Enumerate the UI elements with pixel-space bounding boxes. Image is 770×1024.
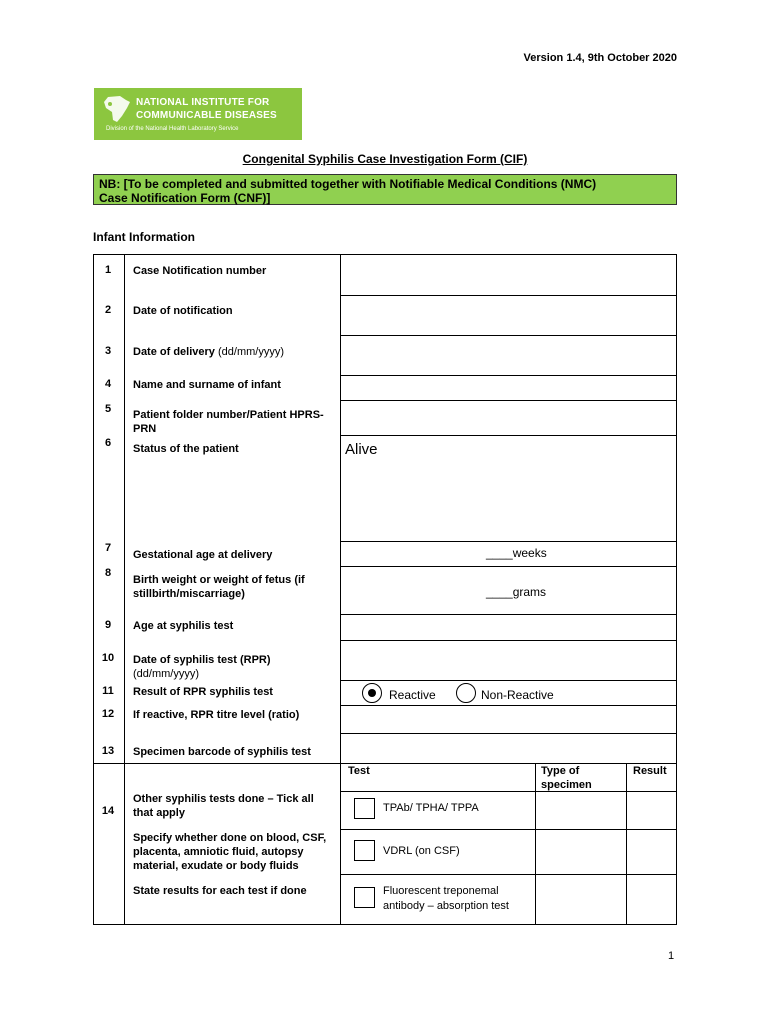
date-of-notification-label: Date of notification [133,305,233,317]
age-at-syphilis-test-field[interactable] [341,615,676,640]
logo-line-1: NATIONAL INSTITUTE FOR [136,97,270,108]
syphilis-test-date-field[interactable] [341,641,676,680]
version-label: Version 1.4, 9th October 2020 [523,52,677,64]
nb-line-2: Case Notification Form (CNF)] [99,191,271,205]
vdrl-result-field[interactable] [627,830,676,874]
table-border-bottom [93,924,677,925]
row-number: 4 [104,378,112,390]
specimen-barcode-label: Specimen barcode of syphilis test [133,746,311,758]
date-format-hint: (dd/mm/yyyy) [217,346,284,358]
logo-line-3: Division of the National Health Laboratory Service [106,126,239,132]
row-number: 7 [104,542,112,554]
age-at-syphilis-test-label: Age at syphilis test [133,620,234,632]
africa-map-icon [100,94,134,124]
other-tests-label [133,792,314,820]
gestational-age-field[interactable]: ____weeks [486,546,547,560]
page-number: 1 [668,950,675,962]
row-number: 10 [101,652,115,664]
column-header-type-line-2: specimen [541,779,592,791]
other-tests-label-line-2: that apply [133,807,185,819]
fta-abs-test-label [383,884,509,914]
nicd-logo [94,88,302,140]
patient-status-label: Status of the patient [133,443,239,455]
table-col-divider-1 [124,254,125,925]
row-number: 11 [102,685,114,697]
column-header-test: Test [348,765,370,777]
row-number: 8 [104,567,112,579]
patient-folder-number-label [133,408,324,436]
fta-abs-checkbox[interactable] [354,887,375,908]
row-number: 13 [101,745,115,757]
row-number: 14 [101,805,115,817]
birth-weight-label-line-1: Birth weight or weight of fetus (if [133,574,305,586]
row-divider [340,541,677,542]
patient-folder-number-field[interactable] [341,401,676,435]
specimen-type-instructions [133,831,326,873]
reactive-option-label: Reactive [389,688,436,702]
fta-abs-test-label-line-2: antibody – absorption test [383,900,509,912]
row-divider [340,566,677,567]
rpr-result-label: Result of RPR syphilis test [133,686,273,698]
row-number: 1 [104,264,112,276]
rpr-titre-label: If reactive, RPR titre level (ratio) [133,709,300,721]
row-number: 5 [104,403,112,415]
column-header-type-line-1: Type of [541,765,580,777]
syphilis-test-date-label-text: Date of syphilis test (RPR) [133,654,271,666]
row-number: 12 [101,708,115,720]
non-reactive-radio[interactable] [456,683,476,703]
tpab-checkbox[interactable] [354,798,375,819]
results-instructions: State results for each test if done [133,885,307,897]
row-number: 9 [104,619,112,631]
fta-abs-specimen-field[interactable] [536,875,626,924]
date-of-delivery-field[interactable] [341,336,676,375]
date-of-notification-field[interactable] [341,296,676,335]
nb-line-1: NB: [To be completed and submitted together with Notifiable Medical Conditions (NMC) [99,177,597,191]
tpab-test-label: TPAb/ TPHA/ TPPA [383,802,479,814]
tpab-result-field[interactable] [627,792,676,829]
specimen-barcode-field[interactable] [341,734,676,763]
vdrl-test-label: VDRL (on CSF) [383,845,460,857]
tpab-specimen-field[interactable] [536,792,626,829]
column-header-result: Result [633,765,667,777]
fta-abs-test-label-line-1: Fluorescent treponemal [383,885,499,897]
patient-folder-number-label-line-1: Patient folder number/Patient HPRS- [133,409,324,421]
row-number: 2 [104,304,112,316]
nb-banner [93,174,677,205]
patient-folder-number-label-line-2: PRN [133,423,157,435]
infant-name-label: Name and surname of infant [133,379,281,391]
row-number: 6 [104,437,112,449]
fta-abs-result-field[interactable] [627,875,676,924]
case-notification-number-field[interactable] [341,255,676,295]
infant-name-field[interactable] [341,376,676,400]
date-format-hint: (dd/mm/yyyy) [133,668,199,680]
specimen-type-instructions-line-1: Specify whether done on blood, CSF, [133,832,327,844]
patient-status-field[interactable]: Alive [345,441,378,458]
non-reactive-option-label: Non-Reactive [481,688,554,702]
row-number: 3 [104,345,112,357]
vdrl-specimen-field[interactable] [536,830,626,874]
logo-line-2: COMMUNICABLE DISEASES [136,110,277,121]
birth-weight-field[interactable]: ____grams [486,585,547,599]
vdrl-checkbox[interactable] [354,840,375,861]
birth-weight-label-line-2: stillbirth/miscarriage) [133,588,245,600]
gestational-age-label: Gestational age at delivery [133,549,273,561]
specimen-type-instructions-line-2: placenta, amniotic fluid, autopsy [133,846,304,858]
specimen-type-instructions-line-3: material, exudate or body fluids [133,860,299,872]
case-notification-number-label: Case Notification number [133,265,267,277]
reactive-radio[interactable] [362,683,382,703]
date-of-delivery-label-text: Date of delivery [133,346,215,358]
row-divider [340,435,677,436]
birth-weight-label [133,573,305,601]
table-border-right [676,254,677,925]
rpr-titre-field[interactable] [341,706,676,733]
date-of-delivery-label [133,345,284,359]
other-tests-label-line-1: Other syphilis tests done – Tick all [133,793,314,805]
radio-selected-dot [368,689,376,697]
row-divider [340,680,677,681]
column-header-type-of-specimen [541,764,592,792]
section-title: Infant Information [93,230,195,244]
form-title: Congenital Syphilis Case Investigation Form (CIF) [242,152,528,166]
syphilis-test-date-label [133,653,271,681]
